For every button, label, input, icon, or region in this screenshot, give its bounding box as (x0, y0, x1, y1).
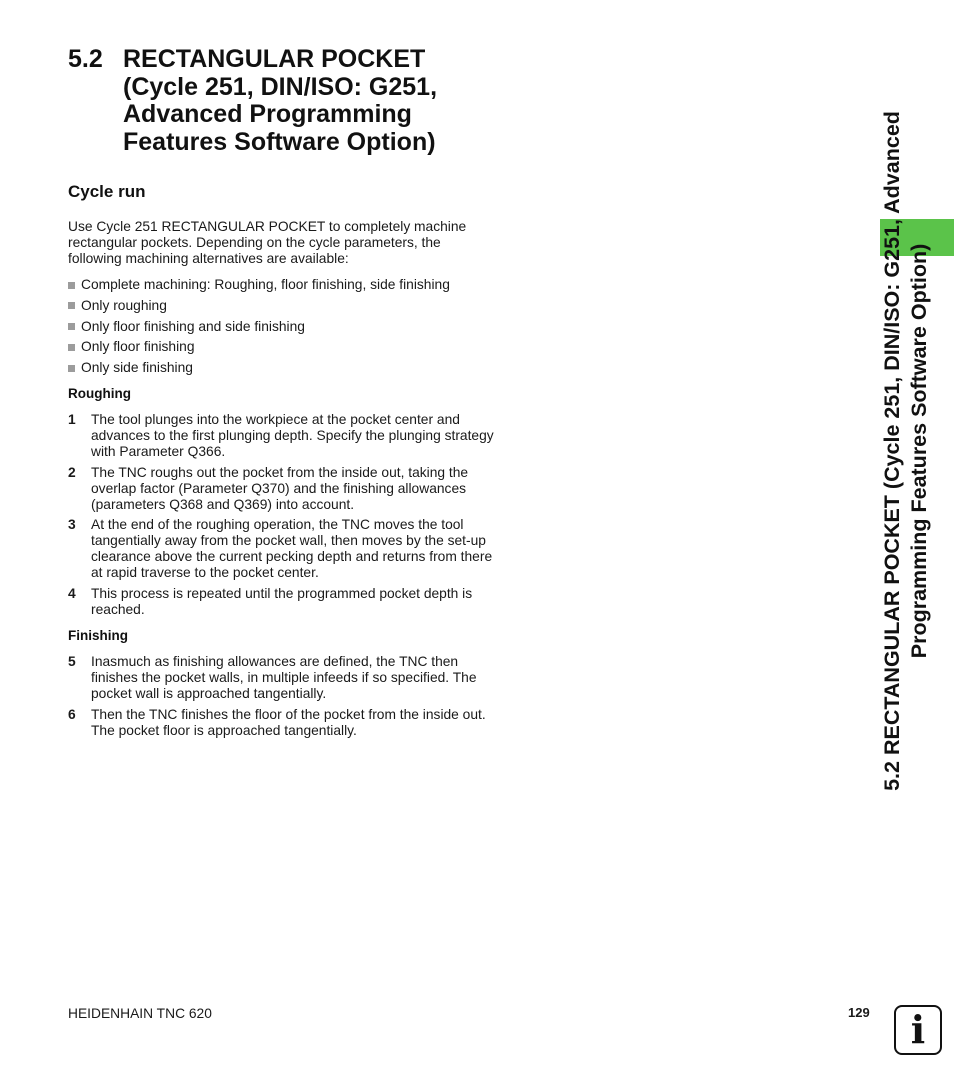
step-line: The TNC roughs out the pocket from the inside out, taking the (91, 464, 469, 480)
step-line: (parameters Q368 and Q369) into account. (91, 496, 355, 512)
roughing-steps (68, 412, 518, 622)
title-line: RECTANGULAR POCKET (123, 45, 426, 73)
bullet-square-icon (68, 323, 75, 330)
finishing-steps (68, 654, 518, 743)
text-line: Use Cycle 251 RECTANGULAR POCKET to completely machine (68, 219, 467, 234)
running-header-sidebar (864, 46, 948, 856)
step-number: 3 (68, 517, 76, 532)
list-item-text: Only roughing (81, 297, 167, 313)
step-line: with Parameter Q366. (91, 444, 226, 459)
title-line: (Cycle 251, DIN/ISO: G251, (123, 72, 438, 101)
step-line: overlap factor (Parameter Q370) and the finishing allowances (91, 480, 467, 496)
step-item (68, 465, 518, 513)
roughing-title: Roughing (68, 386, 131, 401)
step-line: The tool plunges into the workpiece at the pocket center and (91, 412, 460, 427)
step-line: finishes the pocket walls, in multiple infeeds if so specified. The (91, 670, 477, 685)
step-number: 4 (68, 585, 76, 601)
bullet-square-icon (68, 302, 75, 309)
list-item (68, 339, 518, 355)
step-number: 1 (68, 412, 76, 427)
step-item (68, 586, 518, 618)
step-line: Inasmuch as finishing allowances are defined, the TNC then (91, 654, 459, 669)
title-line: Features Software Option) (123, 127, 436, 156)
bullet-list (68, 277, 518, 381)
step-item (68, 517, 518, 581)
page-number: 129 (848, 1005, 870, 1020)
list-item (68, 319, 518, 335)
text-line: following machining alternatives are available: (68, 251, 349, 266)
step-item (68, 654, 518, 702)
list-item-text: Only side finishing (81, 360, 193, 376)
running-header-line: Programming Features Software Option) (907, 243, 931, 659)
step-item (68, 707, 518, 739)
step-number: 6 (68, 706, 76, 722)
step-line: Then the TNC finishes the floor of the pocket from the inside out. (91, 706, 486, 722)
page-title (68, 46, 528, 156)
section-title: Cycle run (68, 182, 146, 201)
title-line: Advanced Programming (123, 100, 412, 128)
list-item (68, 360, 518, 376)
step-line: advances to the first plunging depth. Specify the plunging strategy (91, 428, 494, 443)
list-item (68, 277, 518, 293)
bullet-square-icon (68, 282, 75, 289)
list-item-text: Only floor finishing and side finishing (81, 318, 305, 334)
step-item (68, 412, 518, 460)
section-number: 5.2 (68, 45, 103, 73)
step-line: reached. (91, 601, 145, 617)
running-header-text (879, 46, 933, 856)
step-line: This process is repeated until the programmed pocket depth is (91, 585, 473, 601)
step-number: 2 (68, 464, 76, 480)
intro-paragraph (68, 219, 518, 267)
finishing-title: Finishing (68, 628, 128, 643)
running-header-line: 5.2 RECTANGULAR POCKET (Cycle 251, DIN/ISO: G251, Advanced (880, 111, 904, 791)
list-item-text: Complete machining: Roughing, floor finishing, side finishing (81, 277, 450, 292)
step-line: tangentially away from the pocket wall, then moves by the set-up (91, 533, 486, 548)
step-line: at rapid traverse to the pocket center. (91, 565, 319, 580)
text-line: rectangular pockets. Depending on the cycle parameters, the (68, 235, 441, 250)
step-line: pocket wall is approached tangentially. (91, 686, 327, 701)
list-item-text: Only floor finishing (81, 339, 195, 355)
bullet-square-icon (68, 365, 75, 372)
bullet-square-icon (68, 344, 75, 351)
list-item (68, 298, 518, 314)
footer-product-name: HEIDENHAIN TNC 620 (68, 1006, 212, 1021)
step-line: At the end of the roughing operation, the TNC moves the tool (91, 517, 464, 532)
info-icon (894, 1005, 942, 1055)
step-line: clearance above the current pecking depth and returns from there (91, 549, 493, 564)
info-glyph: i (910, 1007, 926, 1052)
step-line: The pocket floor is approached tangentially. (91, 722, 357, 738)
step-number: 5 (68, 654, 76, 669)
